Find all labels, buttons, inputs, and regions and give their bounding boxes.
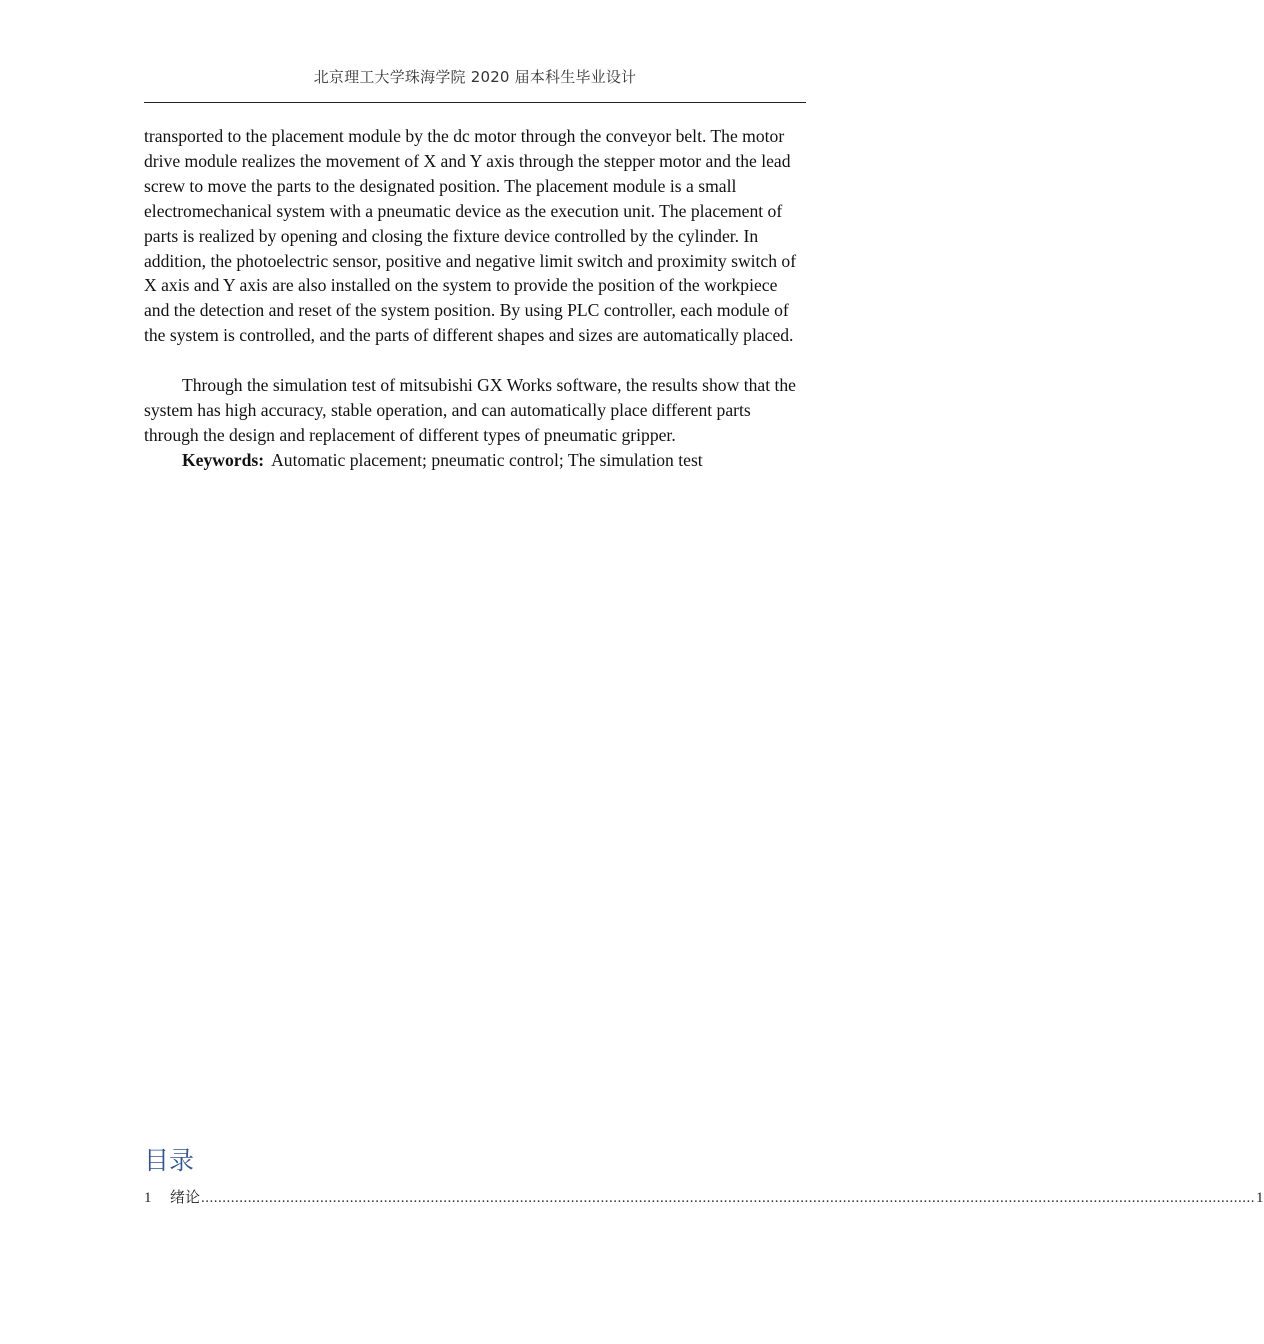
toc-entry[interactable] [144,1186,1264,1207]
abstract-paragraph-1: transported to the placement module by the dc motor through the conveyor belt. The motor drive module realizes the movement of X and Y axis through the stepper motor and the lead screw to move the parts to the designated position. The placement module is a small electromechanical system with a pneumatic device as the execution unit. The placement of parts is realized by opening and closing the fixture device controlled by the cylinder. In addition, the photoelectric sensor, positive and negative limit switch and proximity switch of X axis and Y axis are also installed on the system to provide the position of the workpiece and the detection and reset of the system position. By using PLC controller, each module of the system is controlled, and the parts of different shapes and sizes are automatically placed. [144,126,797,346]
keywords-text: Automatic placement; pneumatic control; The simulation test [271,449,703,470]
toc-leader-dots: ........................................................................................................................................................................................................................................................ [201,1190,1256,1206]
keywords-line [144,448,806,473]
abstract-paragraph-2: Through the simulation test of mitsubishi GX Works software, the results show that the system has high accuracy, stable operation, and can automatically place different parts through the design and replacement of different types of pneumatic gripper. [144,375,796,445]
toc-title: 目录 [144,1146,195,1175]
page-header: 北京理工大学珠海学院 2020 届本科生毕业设计 [313,68,637,86]
toc-entry-number: 1 [144,1190,152,1206]
toc-entry-page: 1 [1256,1190,1264,1206]
abstract-body [144,124,806,473]
keywords-label: Keywords: [182,449,265,470]
toc-entry-title: 绪论 [170,1188,201,1206]
header-divider [144,102,806,103]
